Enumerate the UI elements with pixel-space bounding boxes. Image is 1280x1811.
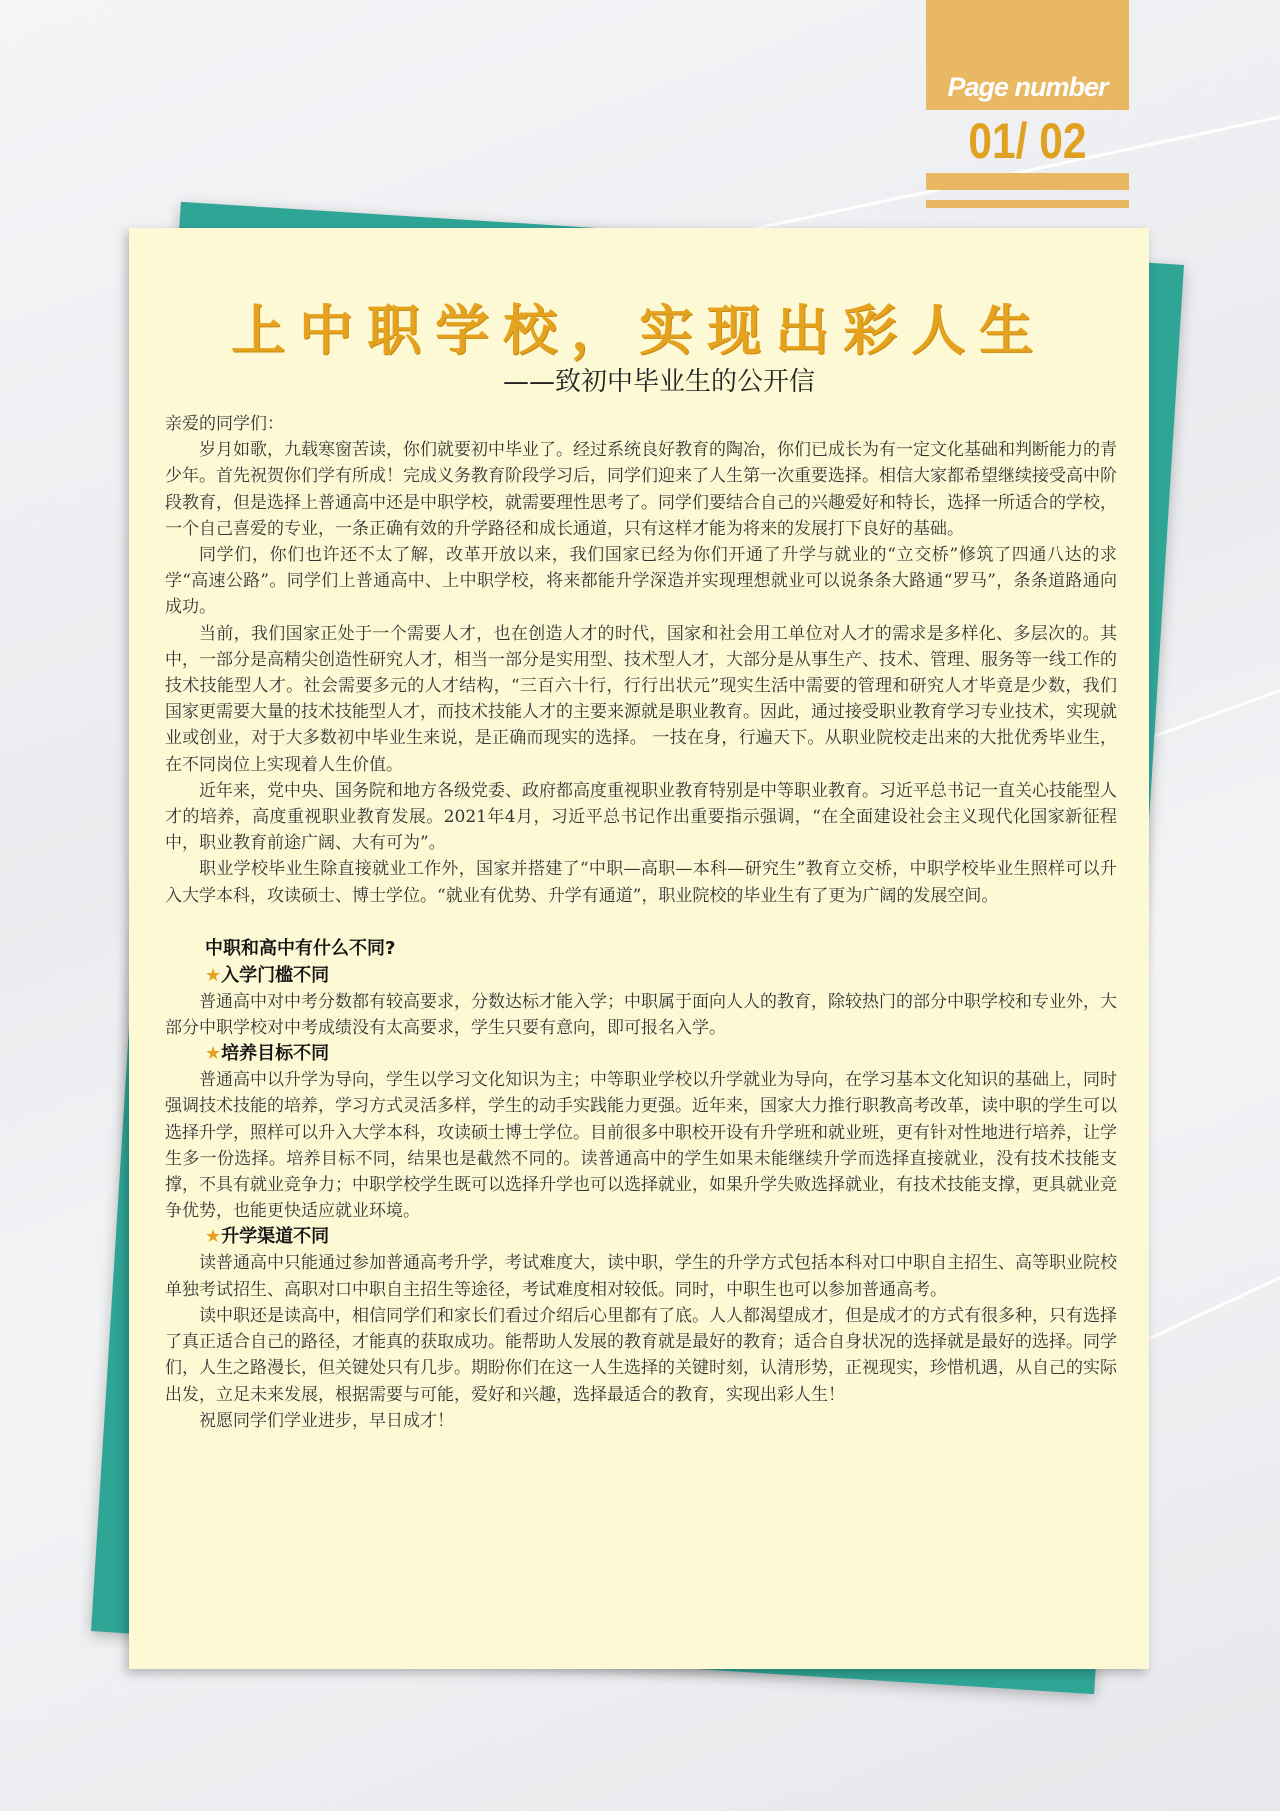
subsection-heading [205, 1041, 1117, 1067]
decorative-bar [926, 200, 1129, 208]
star-icon: ★ [205, 1226, 222, 1248]
paragraph: 读中职还是读高中，相信同学们和家长们看过介绍后心里都有了底。人人都渴望成才，但是成才的方式有很多种，只有选择了真正适合自己的路径，才能真的获取成功。能帮助人发展的教育就是最好的教育；适合自身状况的选择就是最好的选择。同学们，人生之路漫长，但关键处只有几步。期盼你们在这一人生选择的关键时刻，认清形势，正视现实，珍惜机遇，从自己的实际出发，立足未来发展，根据需要与可能，爱好和兴趣，选择最适合的教育，实现出彩人生！ [165, 1305, 1117, 1405]
paragraph: 职业学校毕业生除直接就业工作外，国家并搭建了“中职—高职—本科—研究生”教育立交桥，中职学校毕业生照样可以升入大学本科，攻读硕士、博士学位。“就业有优势、升学有通道”，职业院校的毕业生有了更为广阔的发展空间。 [165, 859, 1117, 906]
letter-body [165, 411, 1117, 1434]
closing-wish: 祝愿同学们学业进步，早日成才！ [199, 1410, 454, 1431]
page-subtitle: ——致初中毕业生的公开信 [502, 367, 815, 397]
paragraph: 读普通高中只能通过参加普通高考升学，考试难度大，读中职，学生的升学方式包括本科对口中职自主招生、高等职业院校单独考试招生、高职对口中职自主招生等途径，考试难度相对较低。同时，中职生也可以参加普通高考。 [165, 1253, 1117, 1300]
paragraph: 同学们，你们也许还不太了解，改革开放以来，我们国家已经为你们开通了升学与就业的“立交桥”修筑了四通八达的求学“高速公路”。同学们上普通高中、上中职学校，将来都能升学深造并实现理想就业可以说条条大路通“罗马”，条条道路通向成功。 [165, 545, 1117, 618]
paragraph: 普通高中对中考分数都有较高要求，分数达标才能入学；中职属于面向人人的教育，除较热门的部分中职学校和专业外，大部分中职学校对中考成绩没有太高要求，学生只要有意向，即可报名入学。 [165, 991, 1117, 1039]
paragraph: 普通高中以升学为导向，学生以学习文化知识为主；中等职业学校以升学就业为导向，在学习基本文化知识的基础上，同时强调技术技能的培养，学习方式灵活多样，学生的动手实践能力更强。近年来，国家大力推行职教高考改革，读中职的学生可以选择升学，照样可以升入大学本科，攻读硕士博士学位。目前很多中职校开设有升学班和就业班，更有针对性地进行培养，让学生多一份选择。培养目标不同，结果也是截然不同的。读普通高中的学生如果未能继续升学而选择直接就业，没有技术技能支撑，不具有就业竞争力；中职学校学生既可以选择升学也可以选择就业，如果升学失败选择就业，有技术技能支撑，更具就业竞争优势，也能更快适应就业环境。 [165, 1070, 1117, 1222]
greeting: 亲爱的同学们： [165, 414, 284, 434]
letter-paper [129, 228, 1149, 1669]
paragraph: 当前，我们国家正处于一个需要人才，也在创造人才的时代，国家和社会用工单位对人才的需求是多样化、多层次的。其中，一部分是高精尖创造性研究人才，相当一部分是实用型、技术型人才，大部分是从事生产、技术、管理、服务等一线工作的技术技能型人才。社会需要多元的人才结构，“三百六十行，行行出状元”现实生活中需要的管理和研究人才毕竟是少数，我们国家更需要大量的技术技能型人才，而技术技能人才的主要来源就是职业教育。因此，通过接受职业教育学习专业技术，实现就业或创业，对于大多数初中毕业生来说，是正确而现实的选择。 一技在身，行遍天下。从职业院校走出来的大批优秀毕业生，在不同岗位上实现着人生价值。 [165, 623, 1117, 775]
subsection-heading [205, 963, 1117, 989]
paragraph: 近年来，党中央、国务院和地方各级党委、政府都高度重视职业教育特别是中等职业教育。习近平总书记一直关心技能型人才的培养，高度重视职业教育发展。2021年4月，习近平总书记作出重要指示强调，“在全面建设社会主义现代化国家新征程中，职业教育前途广阔、大有可为”。 [165, 780, 1117, 854]
subsection-heading-text: 培养目标不同 [221, 1043, 330, 1065]
subsection-heading-text: 升学渠道不同 [221, 1226, 330, 1248]
page-number-label: Page number [947, 72, 1108, 102]
subsection-heading-text: 入学门槛不同 [221, 964, 330, 986]
decorative-bar [926, 173, 1129, 190]
paragraph: 岁月如歌，九载寒窗苦读，你们就要初中毕业了。经过系统良好教育的陶冶，你们已成长为有一定文化基础和判断能力的青少年。首先祝贺你们学有所成！完成义务教育阶段学习后，同学们迎来了人生第一次重要选择。相信大家都希望继续接受高中阶段教育，但是选择上普通高中还是中职学校，就需要理性思考了。同学们要结合自己的兴趣爱好和特长，选择一所适合的学校，一个自己喜爱的专业，一条正确有效的升学路径和成长通道，只有这样才能为将来的发展打下良好的基础。 [165, 440, 1117, 539]
page-title: 上中职学校，实现出彩人生 [231, 298, 1047, 362]
subsection-heading [205, 1224, 1117, 1250]
star-icon: ★ [205, 964, 222, 986]
page-number-value: 01/ 02 [968, 113, 1087, 169]
section-heading: 中职和高中有什么不同? [205, 937, 396, 959]
star-icon: ★ [205, 1043, 222, 1065]
